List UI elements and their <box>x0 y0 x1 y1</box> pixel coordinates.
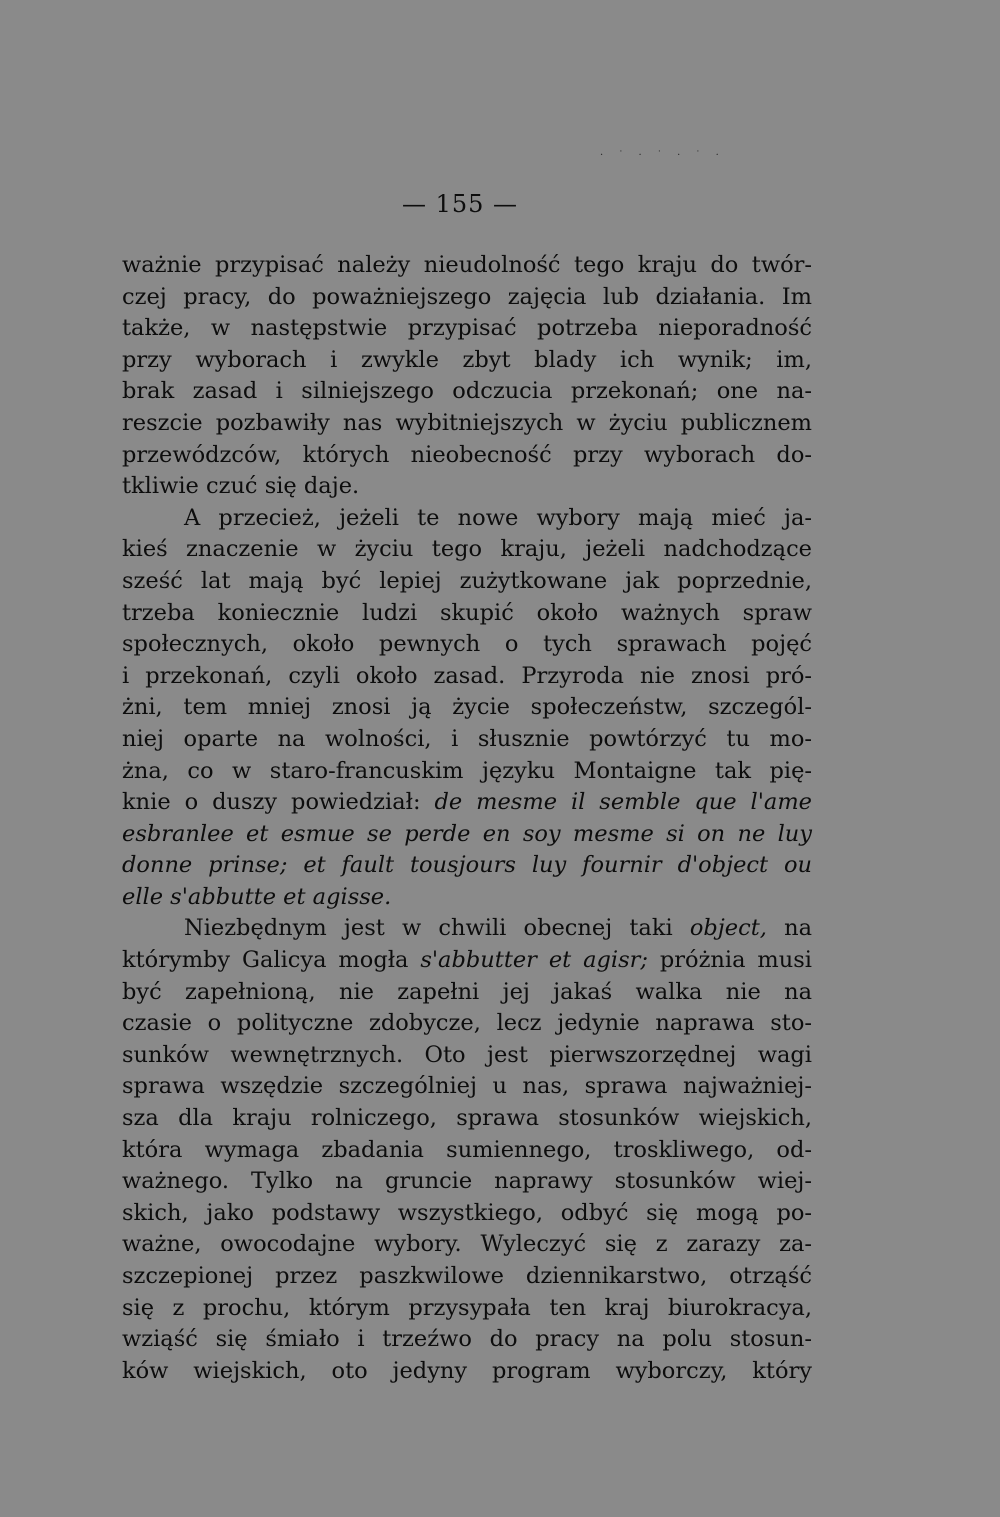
text-line <box>122 250 812 282</box>
text-segment: skich, jako podstawy wszystkiego, odbyć się mogą po- <box>122 1199 812 1226</box>
text-segment: żna, co w staro-francuskim języku Montaigne tak pię- <box>122 757 812 784</box>
italic-text: esbranlee et esmue se perde en soy mesme si on ne luy <box>122 820 812 847</box>
text-segment: sunków wewnętrznych. Oto jest pierwszorzędnej wagi <box>122 1041 812 1068</box>
text-segment: która wymaga zbadania sumiennego, troskliwego, od- <box>122 1136 812 1163</box>
text-segment: ważne, owocodajne wybory. Wyleczyć się z zarazy za- <box>122 1231 812 1258</box>
text-segment: trzeba koniecznie ludzi skupić około ważnych spraw <box>122 599 812 626</box>
text-line <box>122 1229 812 1261</box>
text-segment: tkliwie czuć się daje. <box>122 473 360 500</box>
text-segment: przewódzców, których nieobecność przy wyborach do- <box>122 441 812 468</box>
text-line <box>122 408 812 440</box>
text-line <box>122 1356 812 1388</box>
text-segment: kieś znaczenie w życiu tego kraju, jeżeli nadchodzące <box>122 536 812 563</box>
text-segment: społecznych, około pewnych o tych sprawach pojęć <box>122 631 812 658</box>
text-line <box>122 471 812 503</box>
text-segment: się z prochu, którym przysypała ten kraj biurokracya, <box>122 1294 812 1321</box>
text-line <box>122 566 812 598</box>
text-line <box>122 1103 812 1135</box>
text-line <box>122 913 812 945</box>
text-segment: wziąść się śmiało i trzeźwo do pracy na polu stosun- <box>122 1326 812 1353</box>
text-line <box>122 756 812 788</box>
text-line <box>122 598 812 630</box>
text-line <box>122 1135 812 1167</box>
paragraph <box>122 250 812 503</box>
text-segment: na <box>766 915 812 942</box>
text-segment: reszcie pozbawiły nas wybitniejszych w życiu publicznem <box>122 409 812 436</box>
text-segment: czasie o polityczne zdobycze, lecz jedynie naprawa sto- <box>122 1010 812 1037</box>
text-line <box>122 945 812 977</box>
text-segment: przy wyborach i zwykle zbyt blady ich wynik; im, <box>122 346 812 373</box>
text-line <box>122 1071 812 1103</box>
text-line <box>122 661 812 693</box>
text-segment: czej pracy, do poważniejszego zajęcia lub działania. Im <box>122 283 812 310</box>
text-segment: niej oparte na wolności, i słusznie powtórzyć tu mo- <box>122 725 812 752</box>
text-line <box>122 1166 812 1198</box>
text-line <box>122 1040 812 1072</box>
text-segment: być zapełnioną, nie zapełni jej jakaś walka nie na <box>122 978 812 1005</box>
text-line <box>122 282 812 314</box>
text-line <box>122 1008 812 1040</box>
text-line <box>122 345 812 377</box>
text-line <box>122 313 812 345</box>
text-line <box>122 1261 812 1293</box>
body-text <box>122 250 812 1387</box>
text-segment: którymby Galicya mogła <box>122 947 421 974</box>
italic-text: elle s'abbutte et agisse. <box>122 883 392 910</box>
text-line <box>122 629 812 661</box>
text-segment: żni, tem mniej znosi ją życie społeczeństw, szczegól- <box>122 694 812 721</box>
page-number: — 155 — <box>401 190 519 218</box>
italic-text: de mesme il semble que l'ame <box>434 789 812 816</box>
text-segment: sza dla kraju rolniczego, sprawa stosunków wiejskich, <box>122 1105 812 1132</box>
text-line <box>122 1198 812 1230</box>
text-line <box>122 534 812 566</box>
text-segment: szczepionej przez paszkwilowe dziennikarstwo, otrząść <box>122 1263 812 1289</box>
text-line <box>122 977 812 1009</box>
text-segment: i przekonań, czyli około zasad. Przyroda nie znosi pró- <box>122 662 812 689</box>
text-line <box>122 724 812 756</box>
text-segment: ważnie przypisać należy nieudolność tego kraju do twór- <box>122 252 812 278</box>
print-specks: · ˙ · ˙ · ˙ · <box>600 150 725 161</box>
text-line <box>122 1324 812 1356</box>
text-line <box>122 787 812 819</box>
text-line <box>122 882 812 914</box>
text-segment: Niezbędnym jest w chwili obecnej taki <box>184 915 690 942</box>
text-segment: ważnego. Tylko na gruncie naprawy stosunków wiej- <box>122 1168 812 1195</box>
text-segment: próżnia musi <box>647 947 812 974</box>
text-line <box>122 850 812 882</box>
text-segment: brak zasad i silniejszego odczucia przekonań; one na- <box>122 378 812 405</box>
italic-text: object, <box>689 915 767 942</box>
text-line <box>122 692 812 724</box>
text-line <box>122 440 812 472</box>
text-segment: także, w następstwie przypisać potrzeba nieporadność <box>122 315 812 342</box>
text-line <box>122 503 812 535</box>
text-segment: ków wiejskich, oto jedyny program wyborczy, który <box>122 1357 812 1384</box>
paragraph <box>122 913 812 1387</box>
text-segment: sześć lat mają być lepiej zużytkowane jak poprzednie, <box>122 567 812 594</box>
text-segment: knie o duszy powiedział: <box>122 789 435 816</box>
text-segment: A przecież, jeżeli te nowe wybory mają mieć ja- <box>184 504 812 531</box>
paragraph <box>122 503 812 914</box>
italic-text: s'abbutter et agisr; <box>420 947 648 974</box>
italic-text: donne prinse; et fault tousjours luy fournir d'object ou <box>122 852 812 879</box>
text-segment: sprawa wszędzie szczególniej u nas, sprawa najważniej- <box>122 1073 812 1100</box>
text-line <box>122 376 812 408</box>
text-line <box>122 819 812 851</box>
text-line <box>122 1293 812 1325</box>
